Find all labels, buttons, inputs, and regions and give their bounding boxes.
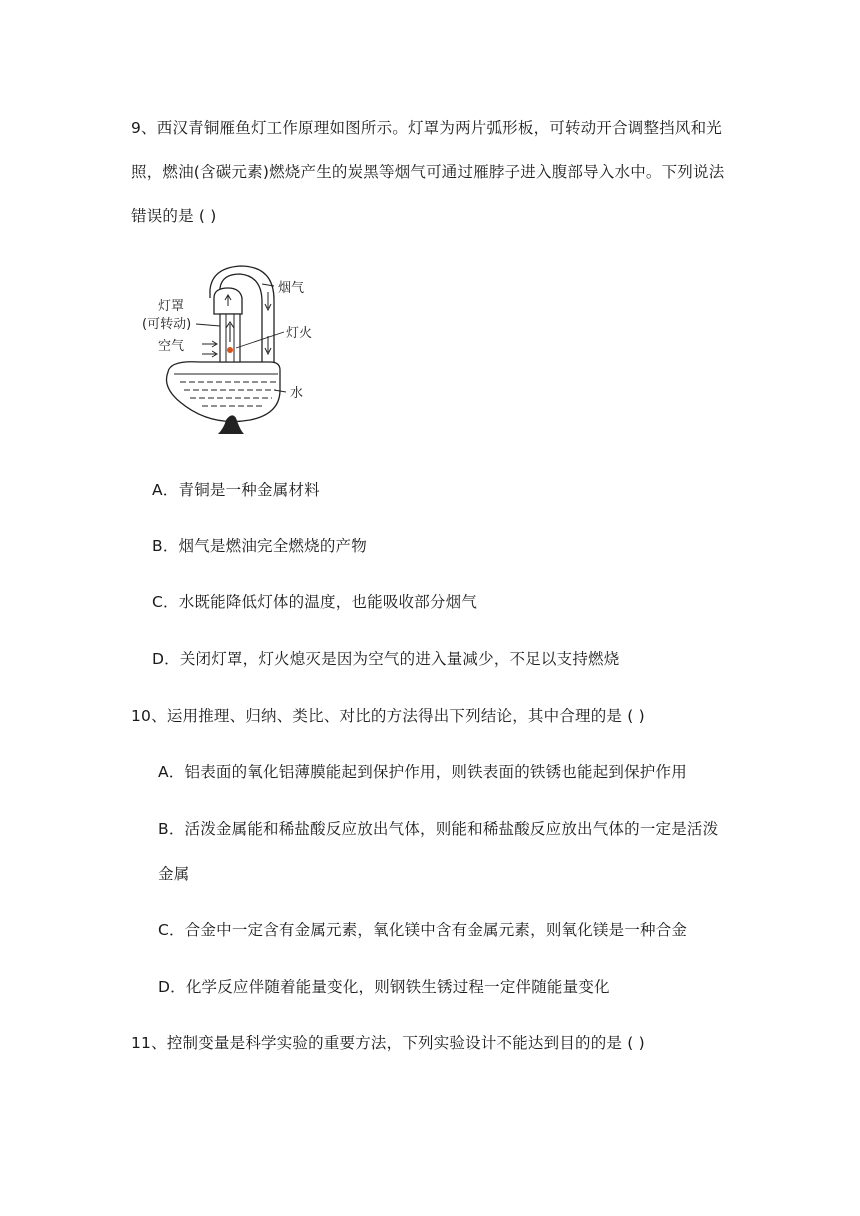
question-10-stem: 10、运用推理、归纳、类比、对比的方法得出下列结论，其中合理的是 ( ) bbox=[131, 707, 645, 725]
goose-fish-lamp-diagram bbox=[140, 262, 350, 442]
question-9-option-d: D．关闭灯罩，灯火熄灭是因为空气的进入量减少，不足以支持燃烧 bbox=[152, 650, 620, 668]
water-label: 水 bbox=[290, 386, 304, 401]
question-10-option-c: C．合金中一定含有金属元素，氧化镁中含有金属元素，则氧化镁是一种合金 bbox=[158, 921, 688, 939]
question-9-stem-line-3: 错误的是 ( ) bbox=[131, 207, 217, 225]
question-9-option-b: B．烟气是燃油完全燃烧的产物 bbox=[152, 537, 367, 555]
question-9-stem-line-2: 照，燃油(含碳元素)燃烧产生的炭黑等烟气可通过雁脖子进入腹部导入水中。下列说法 bbox=[131, 163, 725, 181]
question-9-option-a: A．青铜是一种金属材料 bbox=[152, 481, 320, 499]
question-9-option-c: C．水既能降低灯体的温度，也能吸收部分烟气 bbox=[152, 593, 478, 611]
smoke-label: 烟气 bbox=[278, 281, 305, 296]
question-10-option-b-continued: 金属 bbox=[158, 865, 190, 883]
air-label: 空气 bbox=[158, 339, 185, 354]
rotatable-label: (可转动) bbox=[142, 317, 192, 332]
question-9-stem-line-1: 9、西汉青铜雁鱼灯工作原理如图所示。灯罩为两片弧形板，可转动开合调整挡风和光 bbox=[131, 119, 722, 137]
question-10-option-a: A．铝表面的氧化铝薄膜能起到保护作用，则铁表面的铁锈也能起到保护作用 bbox=[158, 763, 687, 781]
question-11-stem: 11、控制变量是科学实验的重要方法，下列实验设计不能达到目的的是 ( ) bbox=[131, 1034, 645, 1052]
question-10-option-d: D．化学反应伴随着能量变化，则钢铁生锈过程一定伴随能量变化 bbox=[158, 978, 610, 996]
question-10-option-b: B．活泼金属能和稀盐酸反应放出气体，则能和稀盐酸反应放出气体的一定是活泼 bbox=[158, 820, 719, 838]
lampshade-label: 灯罩 bbox=[158, 299, 185, 314]
flame-label: 灯火 bbox=[286, 326, 313, 341]
